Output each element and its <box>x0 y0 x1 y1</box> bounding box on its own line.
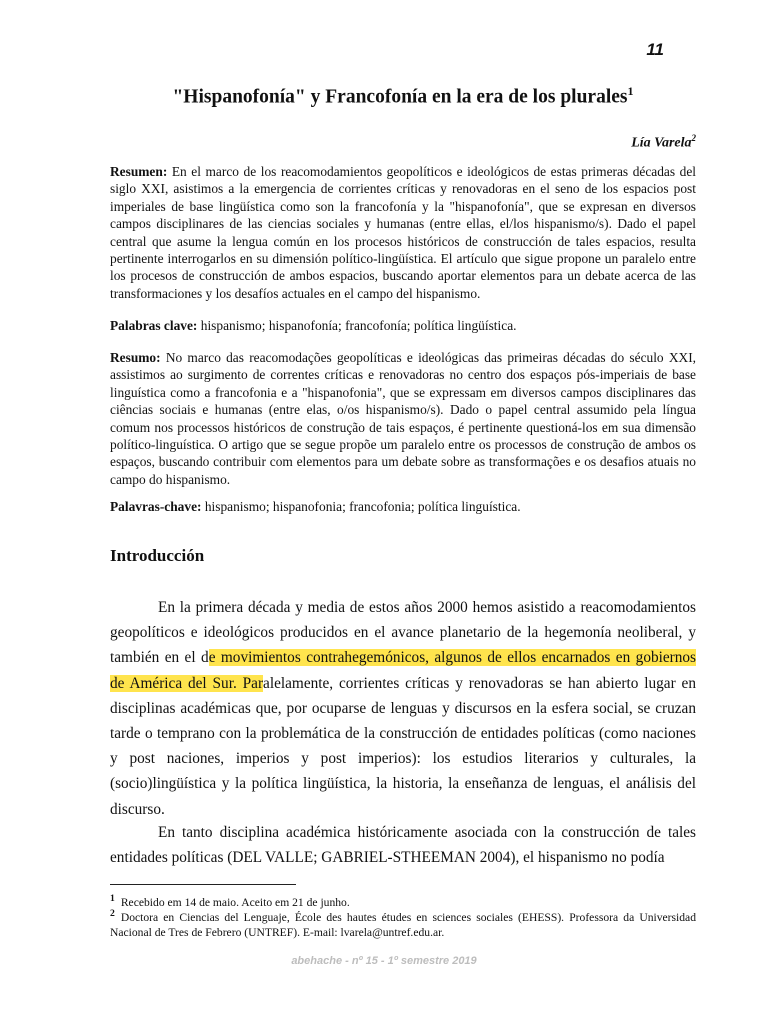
body-paragraph-2: En tanto disciplina académica históricamente asociada con la construcción de tales entidades políticas (DEL VALLE; GABRIEL-STHEEMAN 2004), el hispanismo no podía <box>110 824 696 867</box>
footnote-divider <box>110 884 296 885</box>
paragraph1-after: alelamente, corrientes críticas y renovadoras se han abierto lugar en disciplinas académicas que, por ocuparse de lenguas y discursos en la esfera social, se cruzan tarde o temprano con la problemática de la construcción de entidades políticas (como naciones y post naciones, imperios y post imperios): los estudios literarios y culturales, la (socio)lingüística y la política lingüística, la historia, la enseñanza de lenguas, el análisis del discurso. <box>110 674 696 818</box>
page-number: 11 <box>646 40 664 59</box>
resumen-label: Resumen: <box>110 164 168 179</box>
resumo-abstract <box>110 349 696 488</box>
author-name <box>631 133 696 152</box>
journal-footer: abehache - nº 15 - 1º semestre 2019 <box>291 955 477 967</box>
footnote-1-mark: 1 <box>110 893 115 904</box>
author-footnote-ref[interactable]: 2 <box>691 133 696 143</box>
palabras-clave-text: hispanismo; hispanofonía; francofonía; política lingüística. <box>197 318 517 333</box>
footnote-2-text: Doctora en Ciencias del Lenguaje, École des hautes études en sciences sociales (EHESS). Professora da Universidad Nacional de Tres de Febrero (UNTREF). E-mail: lvarela@untref.edu.ar. <box>110 910 696 939</box>
resumen-abstract <box>110 163 696 302</box>
resumo-text: No marco das reacomodações geopolíticas e ideológicas das primeiras décadas do século XXI, assistimos ao surgimento de correntes críticas e renovadoras no centro dos espaços pós-imperiais de base linguística como a francofonia e a "hispanofonia", que se expressam em diversos campos disciplinares das ciências sociais e humanas (entre elas, o/os hispanismo/s). Dado o papel central assumido pela língua comum nos processos históricos de construção de tais espaços, é pertinente questioná-los em sua dimensão político-linguística. O artigo que se segue propõe um paralelo entre os processos de construção de ambos os espaços, buscando contribuir com elementos para um debate sobre as transformações e os desafios atuais no campo do hispanismo. <box>110 350 696 487</box>
palavras-chave <box>110 498 696 515</box>
paragraph1-before: En la primera década y media de estos años 2000 hemos asistido a reacomodamientos geopolíticos e ideológicos producidos en el avance planetario de la hegemonía neoliberal, y también en el d <box>110 599 696 667</box>
palabras-clave <box>110 317 696 334</box>
palavras-chave-text: hispanismo; hispanofonia; francofonia; política linguística. <box>201 499 521 514</box>
author-name-text: Lía Varela <box>631 135 692 151</box>
resumen-text: En el marco de los reacomodamientos geopolíticos e ideológicos de estas primeras décadas del siglo XXI, asistimos a la emergencia de corrientes críticas y renovadoras en el seno de los espacios post imperiales de base lingüística como son la francofonía y la "hispanofonía", que se expresan en diversos campos disciplinares de las ciencias sociales y humanas (entre ellas, el/los hispanismo/s). Dado el papel central que asume la lengua común en los procesos históricos de construcción de tales espacios, resulta pertinente interrogarlos en su dimensión político-lingüística. El artículo que sigue propone un paralelo entre los procesos de construcción de ambos espacios, buscando aportar elementos para un debate acerca de las transformaciones y los desafíos actuales en el campo del hispanismo. <box>110 164 696 301</box>
footnote-2 <box>110 906 696 940</box>
palavras-chave-label: Palavras-chave: <box>110 499 202 514</box>
footnote-1-text: Recebido em 14 de maio. Aceito em 21 de junho. <box>120 895 350 909</box>
palabras-clave-label: Palabras clave: <box>110 318 198 333</box>
body-paragraph-1 <box>110 595 696 822</box>
footnote-2-mark: 2 <box>110 908 115 919</box>
title-text: "Hispanofonía" y Francofonía en la era de los plurales <box>172 86 628 108</box>
section-heading: Introducción <box>110 546 205 565</box>
resumo-label: Resumo: <box>110 350 161 365</box>
title-footnote-ref[interactable]: 1 <box>627 84 634 98</box>
highlighted-text: e movimientos contrahegemónicos, algunos de ellos encarnados en gobiernos de América del Sur. Par <box>110 649 696 692</box>
article-title <box>110 84 696 109</box>
